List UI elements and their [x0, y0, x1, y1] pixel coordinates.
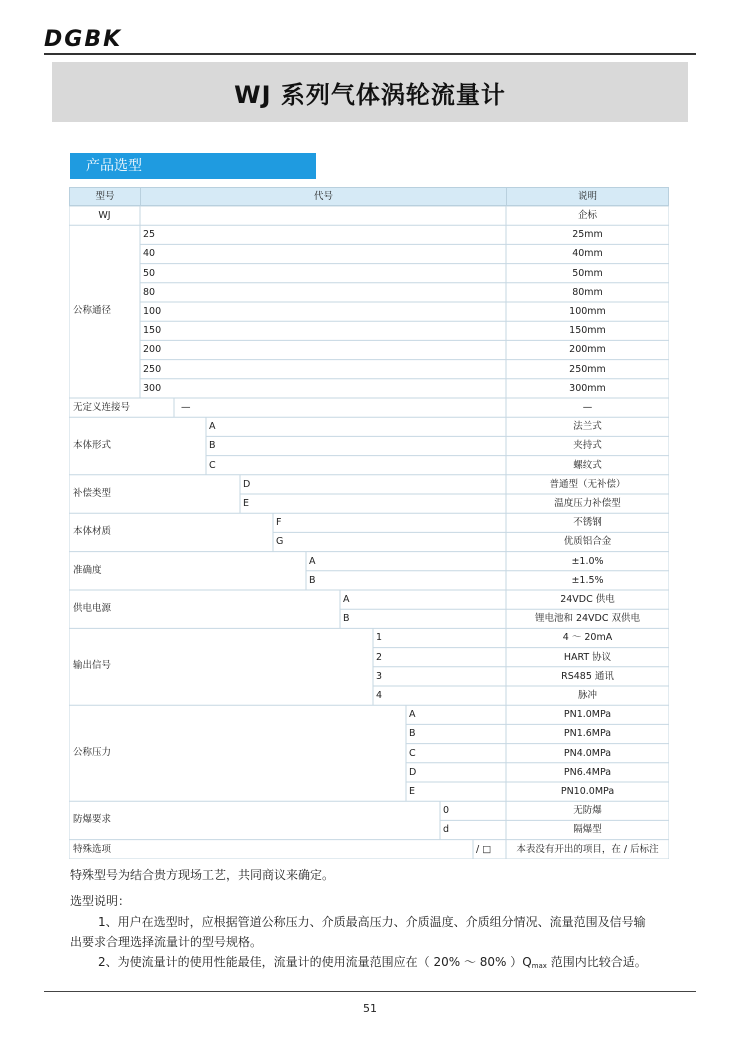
description-cell: 温度压力补偿型 [554, 498, 621, 509]
description-cell: 40mm [572, 248, 603, 260]
description-cell: 普通型（无补偿） [549, 478, 626, 490]
code-cell: B [343, 613, 350, 625]
page-title: WJ 系列气体涡轮流量计 [52, 62, 688, 122]
description-cell: — [582, 402, 593, 413]
description-cell: 100mm [569, 306, 606, 317]
description-cell: ±1.5% [571, 574, 604, 586]
code-cell: E [243, 498, 250, 509]
description-cell: 脉冲 [577, 690, 597, 701]
description-cell: 无防爆 [573, 805, 602, 817]
code-cell: — [181, 402, 191, 413]
page-number: 51 [363, 1002, 377, 1015]
description-cell: 80mm [572, 286, 603, 298]
footer-divider [44, 991, 696, 992]
code-cell: A [409, 709, 416, 721]
code-cell: D [243, 478, 251, 490]
q-max-subscript: max [531, 962, 547, 970]
special-note: 特殊型号为结合贵方现场工艺，共同商议来确定。 [70, 868, 335, 882]
note-item-2b: 范围内比较合适。 [550, 955, 647, 969]
description-cell: 4 ～ 20mA [562, 632, 613, 644]
code-cell: d [443, 824, 450, 836]
description-cell: 优质铝合金 [563, 536, 612, 548]
code-cell: 25 [143, 229, 156, 241]
note-item-1a: 1、用户在选型时，应根据管道公称压力、介质最高压力、介质温度、介质组分情况、流量范围及信号输 [98, 915, 646, 929]
group-label: 无定义连接号 [73, 402, 131, 413]
code-cell: A [343, 594, 350, 605]
group-label: WJ [98, 210, 111, 221]
description-cell: 锂电池和 24VDC 双供电 [534, 613, 641, 625]
group-label: 本体材质 [73, 526, 112, 538]
header-code: 代号 [140, 187, 507, 206]
code-cell: 200 [143, 344, 162, 356]
description-cell: 夹持式 [573, 440, 602, 452]
code-cell: D [409, 766, 417, 778]
description-cell: PN10.0MPa [560, 786, 615, 797]
description-cell: PN6.4MPa [563, 766, 612, 778]
group-label: 特殊选项 [73, 843, 112, 855]
note-item-2a: 2、为使流量计的使用性能最佳，流量计的使用流量范围应在（ 20% ～ 80% ）Q [98, 955, 532, 969]
code-cell: 80 [143, 286, 156, 298]
brand-logo: DGBK [44, 27, 123, 52]
description-cell: 隔爆型 [573, 824, 602, 836]
description-cell: 企标 [577, 210, 597, 221]
code-cell: 100 [143, 306, 162, 317]
code-cell: B [409, 728, 416, 740]
code-cell: B [209, 440, 216, 452]
header-description: 说明 [506, 187, 669, 206]
note-item-1b: 出要求合理选择流量计的型号规格。 [70, 935, 263, 949]
description-cell: 300mm [569, 382, 606, 394]
description-cell: ±1.0% [571, 555, 604, 567]
header-model: 型号 [69, 187, 141, 206]
group-label: 补偿类型 [73, 487, 112, 499]
code-cell: A [209, 421, 216, 433]
description-cell: PN4.0MPa [563, 747, 612, 759]
code-cell: / □ [476, 843, 492, 855]
selection-table [69, 187, 669, 859]
code-cell: 1 [376, 632, 383, 644]
description-cell: PN1.6MPa [563, 728, 612, 740]
group-label: 输出信号 [73, 660, 112, 672]
note-item-2 [98, 953, 647, 970]
description-cell: PN1.0MPa [563, 709, 612, 721]
code-cell: 4 [376, 690, 383, 701]
code-cell: A [309, 555, 316, 567]
description-cell: 不锈钢 [573, 517, 602, 529]
group-label: 准确度 [73, 564, 102, 576]
code-cell: F [276, 517, 282, 529]
code-cell: 50 [143, 267, 156, 279]
description-cell: 250mm [569, 363, 606, 375]
code-cell: C [409, 747, 416, 759]
section-heading: 产品选型 [70, 153, 316, 179]
code-cell: 3 [376, 670, 383, 682]
notes-heading: 选型说明： [70, 894, 131, 908]
group-label: 供电电源 [73, 603, 112, 614]
code-cell: 250 [143, 363, 162, 375]
code-cell: 300 [143, 382, 162, 394]
code-cell: C [209, 459, 216, 471]
description-cell: 50mm [572, 267, 603, 279]
group-label: 本体形式 [73, 440, 112, 452]
code-cell: E [409, 786, 416, 797]
code-cell: 40 [143, 248, 156, 260]
description-cell: RS485 通讯 [561, 670, 614, 682]
group-label: 防爆要求 [73, 814, 112, 826]
code-cell: 2 [376, 651, 383, 663]
description-cell: HART 协议 [563, 651, 612, 663]
code-cell: 150 [143, 325, 162, 337]
code-cell: G [276, 536, 284, 548]
group-label: 公称通径 [73, 305, 112, 317]
code-cell: B [309, 574, 316, 586]
description-cell: 25mm [572, 229, 603, 241]
description-cell: 200mm [569, 344, 606, 356]
description-cell: 本表没有开出的项目，在 / 后标注 [516, 843, 659, 855]
description-cell: 24VDC 供电 [560, 594, 615, 605]
header-divider [44, 53, 696, 55]
description-cell: 150mm [569, 325, 606, 337]
group-label: 公称压力 [73, 747, 112, 759]
code-cell: 0 [443, 805, 450, 817]
code-cell [140, 206, 506, 225]
description-cell: 螺纹式 [573, 459, 602, 471]
description-cell: 法兰式 [573, 421, 602, 433]
